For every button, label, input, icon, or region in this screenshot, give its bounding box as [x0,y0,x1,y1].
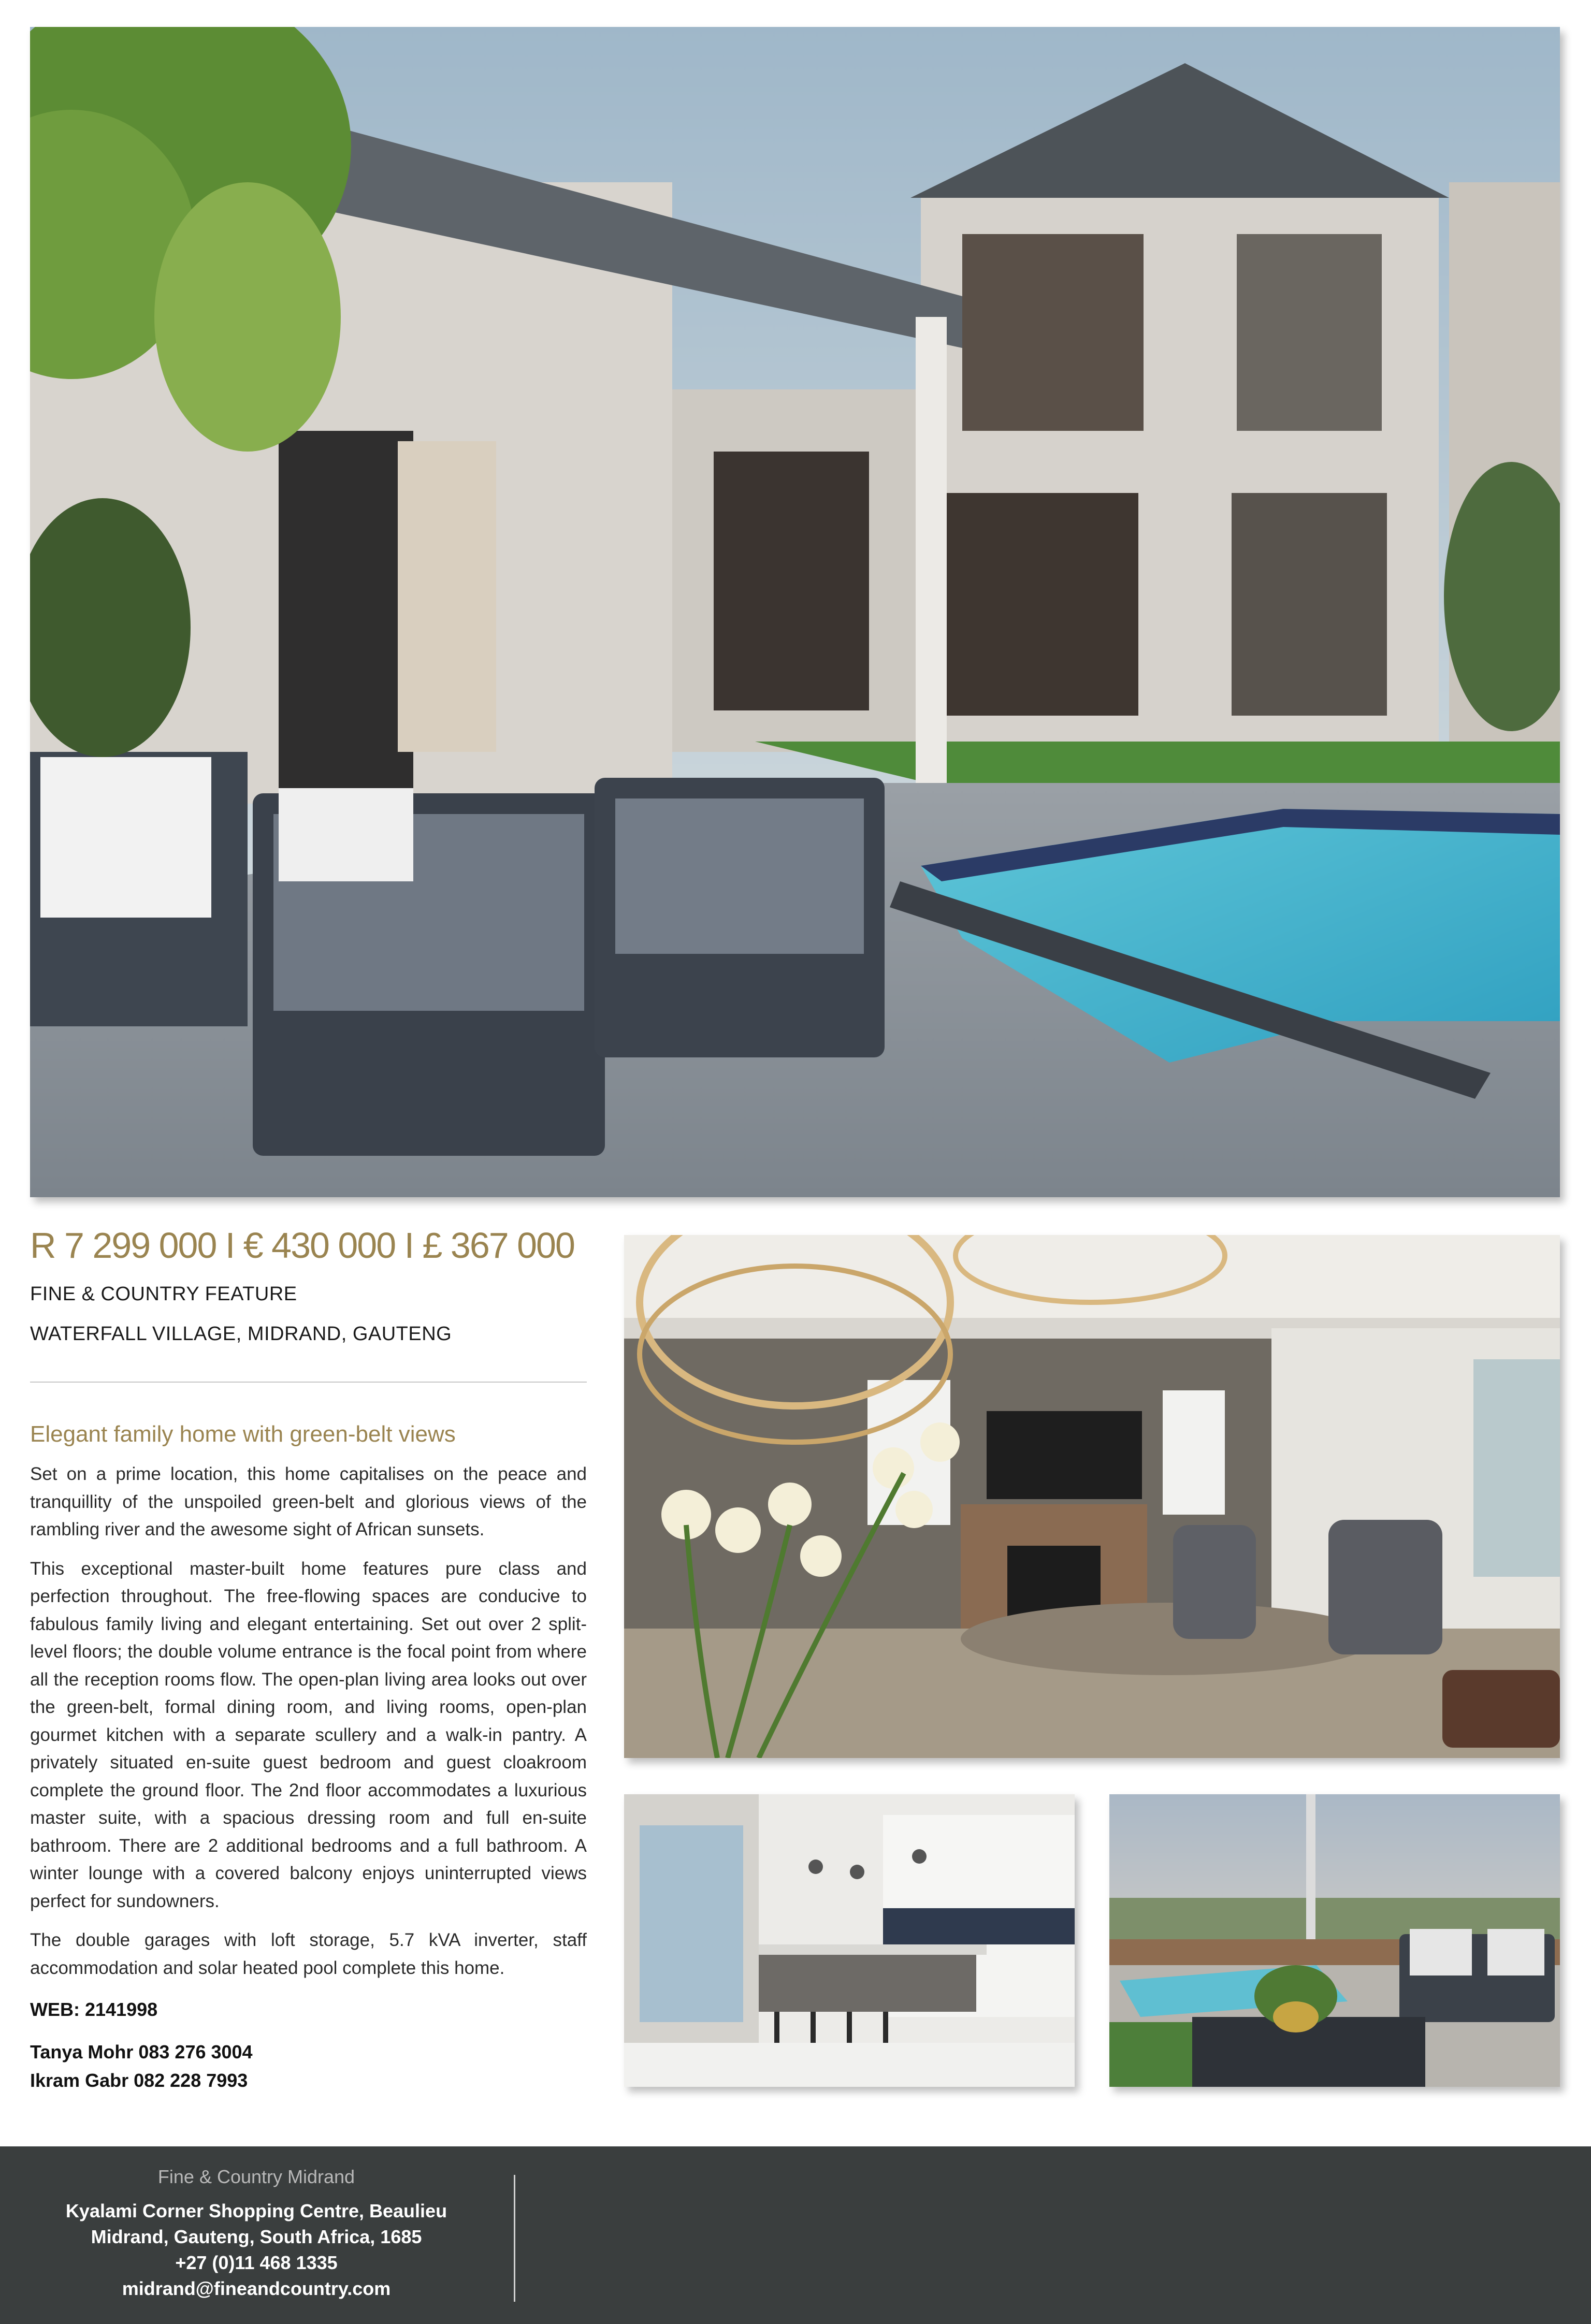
agent-contacts [30,2038,253,2095]
hero-patio-pool-photo [30,27,1560,1197]
agent-contact: Tanya Mohr 083 276 3004 [30,2041,253,2062]
price-heading: R 7 299 000 I € 430 000 I £ 367 000 [30,1225,574,1266]
description [30,1460,587,1993]
living-room-photo [624,1235,1560,1758]
description-paragraph: Set on a prime location, this home capitalises on the peace and tranquillity of the unspoiled green-belt and glorious views of the rambling river and the awesome sight of African sunsets. [30,1464,587,1539]
location-label: WATERFALL VILLAGE, MIDRAND, GAUTENG [30,1323,452,1345]
web-reference: WEB: 2141998 [30,1999,158,2020]
footer [0,2146,1591,2324]
description-paragraph: This exceptional master-built home features pure class and perfection throughout. The free-flowing spaces are conducive to fabulous family living and elegant entertaining. Set out over 2 split-level floors; the double volume entrance is the focal point from where all the reception rooms flow. The open-plan living area looks out over the green-belt, formal dining room, and living rooms, open-plan gourmet kitchen with a separate scullery and a walk-in pantry. A privately situated en-suite guest bedroom and guest cloakroom complete the ground floor. The 2nd floor accommodates a luxurious master suite, with a spacious dressing room and full en-suite bathroom. There are 2 additional bedrooms and a full bathroom. A winter lounge with a covered balcony enjoys uninterrupted views perfect for sundowners. [30,1558,587,1911]
office-name: Fine & Country Midrand [157,2166,355,2187]
address-line: Midrand, Gauteng, South Africa, 1685 [91,2226,422,2247]
email-link[interactable]: midrand@fineandcountry.com [122,2278,391,2299]
footer-divider [514,2175,515,2302]
kitchen-photo [624,1794,1075,2087]
pool-view-photo [1109,1794,1560,2087]
phone-number: +27 (0)11 468 1335 [175,2252,338,2273]
feature-label: FINE & COUNTRY FEATURE [30,1283,297,1305]
listing-headline: Elegant family home with green-belt views [30,1421,456,1447]
description-paragraph: The double garages with loft storage, 5.7 kVA inverter, staff accommodation and solar heated pool complete this home. [30,1930,587,1978]
address-line: Kyalami Corner Shopping Centre, Beaulieu [65,2200,447,2221]
agent-contact: Ikram Gabr 082 228 7993 [30,2070,248,2091]
office-address [0,2198,513,2302]
section-divider [30,1382,587,1383]
